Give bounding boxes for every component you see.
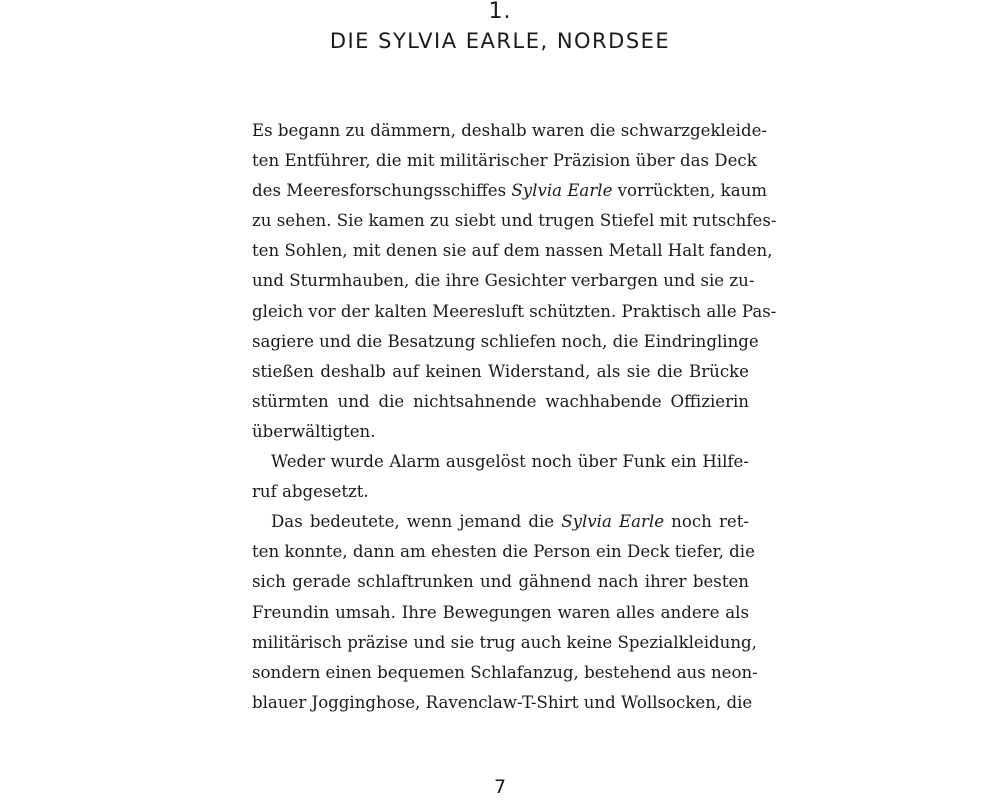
text-line [252, 146, 757, 176]
text-line [252, 116, 768, 146]
paragraph [252, 507, 758, 718]
text-segment: Weder wurde Alarm ausgelöst noch über Funk ein Hilfe- [271, 452, 749, 472]
chapter-body [252, 116, 777, 718]
paragraph [252, 447, 749, 507]
text-line [252, 176, 768, 206]
chapter-title: DIE SYLVIA EARLE, NORDSEE [329, 29, 671, 53]
text-segment: blauer Jogginghose, Ravenclaw-T-Shirt und Wollsocken, die [252, 692, 753, 712]
text-line [252, 327, 759, 357]
text-line [252, 297, 777, 327]
text-segment: sagiere und die Besatzung schliefen noch, die Eindringlinge [252, 331, 759, 351]
text-segment: des Meeresforschungsschiffes [252, 181, 512, 201]
text-segment: ten konnte, dann am ehesten die Person ein Deck tiefer, die [252, 542, 755, 562]
text-segment: und Sturmhauben, die ihre Gesichter verbargen und sie zu- [252, 271, 755, 291]
paragraph [252, 116, 777, 447]
text-segment: Freundin umsah. Ihre Bewegungen waren alles andere als [252, 602, 749, 622]
ship-name-italic: Sylvia Earle [561, 512, 665, 532]
text-line [252, 387, 749, 417]
text-line [252, 417, 749, 447]
text-segment: sich gerade schlaftrunken und gähnend nach ihrer besten [252, 572, 749, 592]
text-line [252, 567, 749, 597]
text-line [252, 477, 749, 507]
ship-name-italic: Sylvia Earle [511, 181, 613, 201]
text-line [252, 507, 749, 537]
text-line [252, 357, 749, 387]
text-segment: sondern einen bequemen Schlafanzug, bestehend aus neon- [252, 662, 758, 682]
text-line [252, 236, 773, 266]
text-segment: stürmten und die nichtsahnende wachhabende Offizierin [252, 391, 749, 411]
text-segment: Es begann zu dämmern, deshalb waren die schwarzgekleide- [252, 121, 768, 140]
text-line [252, 628, 757, 658]
text-segment: stießen deshalb auf keinen Widerstand, als sie die Brücke [252, 361, 749, 381]
page-number: 7 [493, 776, 507, 798]
text-line [252, 598, 749, 628]
text-segment: noch ret- [664, 512, 749, 532]
text-line [252, 658, 758, 688]
text-segment: vorrückten, kaum [612, 181, 768, 201]
text-segment: Das bedeutete, wenn jemand die [271, 512, 562, 532]
text-segment: ten Sohlen, mit denen sie auf dem nassen Metall Halt fanden, [252, 241, 773, 261]
text-segment: zu sehen. Sie kamen zu siebt und trugen Stiefel mit rutschfes- [252, 211, 777, 231]
text-line [252, 537, 755, 567]
text-line [252, 266, 755, 296]
text-line [252, 206, 777, 236]
text-segment: überwältigten. [252, 421, 376, 441]
chapter-number: 1. [488, 0, 512, 24]
text-segment: militärisch präzise und sie trug auch keine Spezialkleidung, [252, 632, 757, 652]
text-segment: ruf abgesetzt. [252, 482, 369, 502]
text-line [252, 688, 753, 718]
text-line [252, 447, 749, 477]
text-segment: gleich vor der kalten Meeresluft schützten. Praktisch alle Pas- [252, 301, 777, 321]
text-segment: ten Entführer, die mit militärischer Präzision über das Deck [252, 151, 757, 171]
